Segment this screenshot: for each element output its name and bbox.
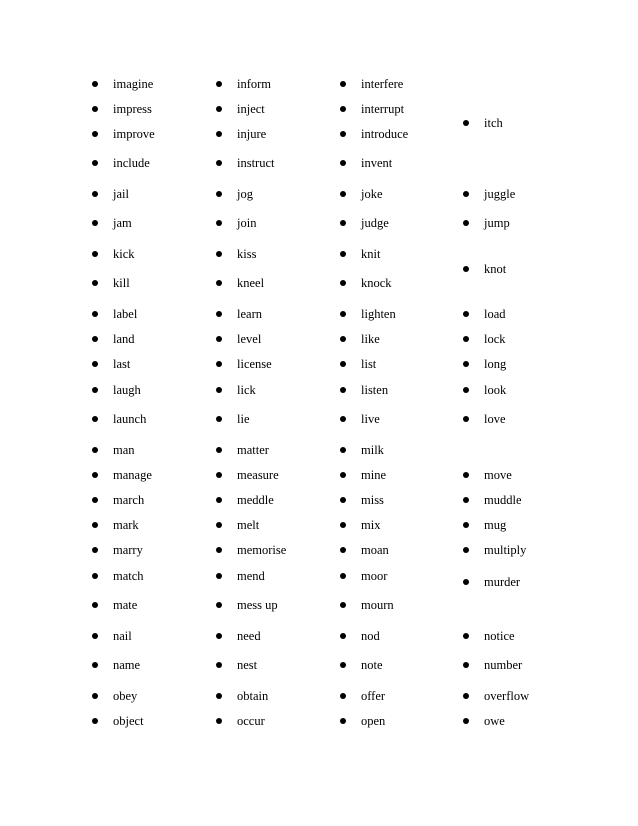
bullet-icon — [463, 633, 469, 639]
list-item — [92, 410, 146, 428]
word-text: injure — [237, 127, 267, 141]
bullet-icon — [463, 472, 469, 478]
list-item — [92, 596, 137, 614]
word-text: measure — [237, 468, 279, 482]
word-text: object — [113, 714, 144, 728]
bullet-icon — [216, 131, 222, 137]
word-text: knot — [484, 261, 507, 276]
bullet-icon — [340, 693, 346, 699]
bullet-icon — [216, 497, 222, 503]
word-text: learn — [237, 307, 262, 321]
bullet-icon — [216, 547, 222, 553]
word-text: man — [113, 443, 135, 457]
word-text: like — [361, 332, 380, 346]
word-text: land — [113, 332, 135, 346]
list-item — [216, 596, 278, 614]
word-text: instruct — [237, 156, 275, 170]
bullet-icon — [92, 220, 98, 226]
word-text: mourn — [361, 598, 394, 612]
word-text: lock — [484, 332, 506, 346]
bullet-icon — [463, 662, 469, 668]
list-item — [92, 627, 132, 645]
word-text: multiply — [484, 543, 527, 557]
bullet-icon — [92, 472, 98, 478]
bullet-icon — [216, 160, 222, 166]
bullet-icon — [340, 472, 346, 478]
word-text: list — [361, 357, 377, 371]
bullet-icon — [92, 522, 98, 528]
bullet-icon — [463, 220, 469, 226]
list-item — [340, 381, 388, 399]
list-item — [92, 541, 143, 559]
bullet-icon — [340, 106, 346, 112]
list-item — [92, 491, 144, 509]
word-text: kill — [113, 276, 130, 290]
word-text: license — [237, 357, 272, 371]
word-text: owe — [484, 714, 505, 728]
bullet-icon — [340, 662, 346, 668]
word-text: mine — [361, 468, 386, 482]
word-text: occur — [237, 714, 265, 728]
list-item — [463, 305, 506, 323]
list-item — [216, 516, 259, 534]
list-item — [340, 491, 384, 509]
list-item — [92, 214, 132, 232]
bullet-icon — [216, 81, 222, 87]
bullet-icon — [216, 106, 222, 112]
word-text: obey — [113, 689, 138, 703]
list-item — [340, 466, 386, 484]
word-text: matter — [237, 443, 269, 457]
word-text: interfere — [361, 77, 404, 91]
bullet-icon — [92, 693, 98, 699]
word-text: look — [484, 383, 507, 397]
list-item — [340, 355, 376, 373]
bullet-icon — [216, 280, 222, 286]
list-item — [340, 214, 389, 232]
list-item — [216, 410, 250, 428]
bullet-icon — [92, 718, 98, 724]
bullet-icon — [92, 662, 98, 668]
list-item — [463, 260, 506, 278]
bullet-icon — [340, 81, 346, 87]
word-text: notice — [484, 629, 515, 643]
bullet-icon — [463, 311, 469, 317]
list-item — [92, 712, 144, 730]
bullet-icon — [340, 220, 346, 226]
list-item — [92, 567, 144, 585]
bullet-icon — [340, 633, 346, 639]
word-text: open — [361, 714, 386, 728]
bullet-icon — [92, 361, 98, 367]
word-text: jog — [237, 187, 253, 201]
list-item — [340, 441, 384, 459]
bullet-icon — [463, 718, 469, 724]
bullet-icon — [340, 447, 346, 453]
list-item — [463, 355, 506, 373]
word-text: milk — [361, 443, 384, 457]
bullet-icon — [92, 160, 98, 166]
word-text: launch — [113, 412, 147, 426]
bullet-icon — [340, 311, 346, 317]
list-item — [216, 330, 261, 348]
list-item — [216, 125, 266, 143]
word-text: last — [113, 357, 131, 371]
list-item — [340, 541, 389, 559]
list-item — [216, 100, 265, 118]
list-item — [216, 185, 253, 203]
list-item — [463, 627, 515, 645]
bullet-icon — [92, 106, 98, 112]
word-text: moor — [361, 569, 388, 583]
word-text: invent — [361, 156, 393, 170]
word-text: kneel — [237, 276, 265, 290]
list-item — [92, 154, 150, 172]
bullet-icon — [216, 387, 222, 393]
list-item — [340, 330, 380, 348]
word-text: introduce — [361, 127, 409, 141]
bullet-icon — [92, 497, 98, 503]
list-item — [216, 274, 264, 292]
list-item — [463, 712, 505, 730]
word-text: mess up — [237, 598, 278, 612]
word-text: laugh — [113, 383, 141, 397]
bullet-icon — [216, 220, 222, 226]
bullet-icon — [340, 602, 346, 608]
word-text: melt — [237, 518, 260, 532]
list-item — [216, 381, 256, 399]
bullet-icon — [92, 131, 98, 137]
list-item — [340, 75, 403, 93]
list-item — [463, 410, 506, 428]
word-text: knock — [361, 276, 392, 290]
word-text: judge — [361, 216, 389, 230]
list-item — [463, 214, 510, 232]
word-text: note — [361, 658, 383, 672]
word-text: joke — [361, 187, 383, 201]
bullet-icon — [92, 280, 98, 286]
list-item — [216, 712, 265, 730]
bullet-icon — [340, 361, 346, 367]
bullet-icon — [92, 191, 98, 197]
list-item — [340, 185, 383, 203]
word-text: love — [484, 412, 506, 426]
list-item — [92, 330, 135, 348]
list-item — [340, 305, 396, 323]
bullet-icon — [92, 251, 98, 257]
bullet-icon — [340, 280, 346, 286]
list-item — [340, 596, 394, 614]
word-text: inform — [237, 77, 272, 91]
word-text: load — [484, 307, 506, 321]
bullet-icon — [216, 416, 222, 422]
bullet-icon — [463, 387, 469, 393]
list-item — [463, 687, 529, 705]
word-text: jam — [113, 216, 132, 230]
bullet-icon — [216, 602, 222, 608]
word-text: impress — [113, 102, 152, 116]
word-text: mark — [113, 518, 139, 532]
bullet-icon — [92, 547, 98, 553]
bullet-icon — [92, 573, 98, 579]
bullet-icon — [340, 387, 346, 393]
bullet-icon — [463, 693, 469, 699]
list-item — [216, 214, 256, 232]
word-text: include — [113, 156, 150, 170]
list-item — [92, 516, 139, 534]
list-item — [92, 656, 140, 674]
word-text: number — [484, 658, 523, 672]
list-item — [92, 381, 141, 399]
bullet-icon — [92, 336, 98, 342]
bullet-icon — [92, 602, 98, 608]
list-item — [216, 541, 286, 559]
bullet-icon — [463, 579, 469, 585]
bullet-icon — [92, 311, 98, 317]
word-text: juggle — [484, 187, 516, 201]
word-text: lick — [237, 383, 256, 397]
bullet-icon — [216, 662, 222, 668]
word-text: marry — [113, 543, 143, 557]
bullet-icon — [340, 718, 346, 724]
bullet-icon — [92, 633, 98, 639]
list-item — [92, 75, 153, 93]
list-item — [340, 516, 380, 534]
word-text: interrupt — [361, 102, 405, 116]
list-item — [340, 712, 385, 730]
bullet-icon — [216, 336, 222, 342]
word-text: move — [484, 468, 512, 482]
bullet-icon — [216, 522, 222, 528]
word-text: obtain — [237, 689, 269, 703]
bullet-icon — [92, 387, 98, 393]
list-item — [463, 491, 522, 509]
list-item — [463, 541, 526, 559]
bullet-icon — [463, 120, 469, 126]
list-item — [340, 125, 408, 143]
word-text: lighten — [361, 307, 396, 321]
word-text: kiss — [237, 247, 257, 261]
list-item — [463, 185, 515, 203]
bullet-icon — [340, 160, 346, 166]
word-text: listen — [361, 383, 389, 397]
bullet-icon — [463, 416, 469, 422]
word-text: mug — [484, 518, 507, 532]
word-text: nod — [361, 629, 380, 643]
list-item — [463, 516, 506, 534]
bullet-icon — [92, 81, 98, 87]
bullet-icon — [216, 447, 222, 453]
list-item — [216, 355, 272, 373]
word-text: mix — [361, 518, 381, 532]
bullet-icon — [463, 191, 469, 197]
word-text: march — [113, 493, 145, 507]
bullet-icon — [340, 522, 346, 528]
list-item — [216, 75, 271, 93]
word-text: label — [113, 307, 138, 321]
bullet-icon — [216, 361, 222, 367]
list-item — [463, 330, 506, 348]
bullet-icon — [463, 336, 469, 342]
word-text: jump — [484, 216, 510, 230]
word-text: need — [237, 629, 261, 643]
bullet-icon — [216, 573, 222, 579]
word-text: miss — [361, 493, 384, 507]
bullet-icon — [340, 191, 346, 197]
bullet-icon — [340, 573, 346, 579]
list-item — [340, 100, 404, 118]
list-item — [92, 125, 155, 143]
word-text: offer — [361, 689, 386, 703]
list-item — [340, 274, 392, 292]
word-text: mend — [237, 569, 265, 583]
list-item — [216, 627, 261, 645]
word-text: level — [237, 332, 262, 346]
word-text: murder — [484, 574, 521, 589]
bullet-icon — [92, 416, 98, 422]
bullet-icon — [216, 251, 222, 257]
word-text: manage — [113, 468, 152, 482]
bullet-icon — [340, 497, 346, 503]
list-item — [92, 185, 129, 203]
bullet-icon — [340, 131, 346, 137]
bullet-icon — [216, 311, 222, 317]
word-text: itch — [484, 115, 503, 130]
list-item — [463, 381, 506, 399]
list-item — [92, 355, 130, 373]
word-text: imagine — [113, 77, 154, 91]
list-item — [216, 441, 269, 459]
list-item — [340, 627, 380, 645]
list-item — [340, 410, 380, 428]
list-item — [340, 567, 387, 585]
bullet-icon — [463, 547, 469, 553]
list-item — [216, 491, 274, 509]
word-text: name — [113, 658, 141, 672]
word-text: moan — [361, 543, 389, 557]
list-item — [216, 656, 257, 674]
list-item — [216, 305, 262, 323]
bullet-icon — [216, 718, 222, 724]
bullet-icon — [216, 633, 222, 639]
word-text: overflow — [484, 689, 530, 703]
bullet-icon — [340, 251, 346, 257]
bullet-icon — [463, 361, 469, 367]
list-item — [463, 466, 512, 484]
word-text: live — [361, 412, 380, 426]
list-item — [463, 114, 503, 132]
list-item — [463, 573, 520, 591]
word-text: mate — [113, 598, 138, 612]
word-text: jail — [113, 187, 129, 201]
list-item — [216, 687, 268, 705]
list-item — [92, 687, 137, 705]
list-item — [92, 245, 135, 263]
list-item — [340, 656, 383, 674]
bullet-icon — [463, 497, 469, 503]
word-text: nail — [113, 629, 132, 643]
list-item — [340, 154, 392, 172]
bullet-icon — [216, 191, 222, 197]
word-text: knit — [361, 247, 381, 261]
bullet-icon — [340, 416, 346, 422]
list-item — [92, 274, 130, 292]
bullet-icon — [216, 472, 222, 478]
word-text: long — [484, 357, 507, 371]
list-item — [216, 245, 256, 263]
list-item — [340, 245, 380, 263]
bullet-icon — [340, 336, 346, 342]
word-text: meddle — [237, 493, 274, 507]
word-text: memorise — [237, 543, 287, 557]
word-text: lie — [237, 412, 250, 426]
bullet-icon — [216, 693, 222, 699]
word-text: join — [237, 216, 257, 230]
list-item — [216, 154, 275, 172]
list-item — [216, 466, 279, 484]
list-item — [216, 567, 265, 585]
word-text: match — [113, 569, 144, 583]
list-item — [92, 441, 135, 459]
list-item — [92, 100, 152, 118]
bullet-icon — [92, 447, 98, 453]
list-item — [92, 466, 152, 484]
word-text: nest — [237, 658, 258, 672]
bullet-icon — [340, 547, 346, 553]
list-item — [463, 656, 522, 674]
bullet-icon — [463, 522, 469, 528]
bullet-icon — [463, 266, 469, 272]
list-item — [92, 305, 137, 323]
word-text: improve — [113, 127, 155, 141]
word-text: muddle — [484, 493, 522, 507]
list-item — [340, 687, 385, 705]
word-text: inject — [237, 102, 265, 116]
word-text: kick — [113, 247, 135, 261]
